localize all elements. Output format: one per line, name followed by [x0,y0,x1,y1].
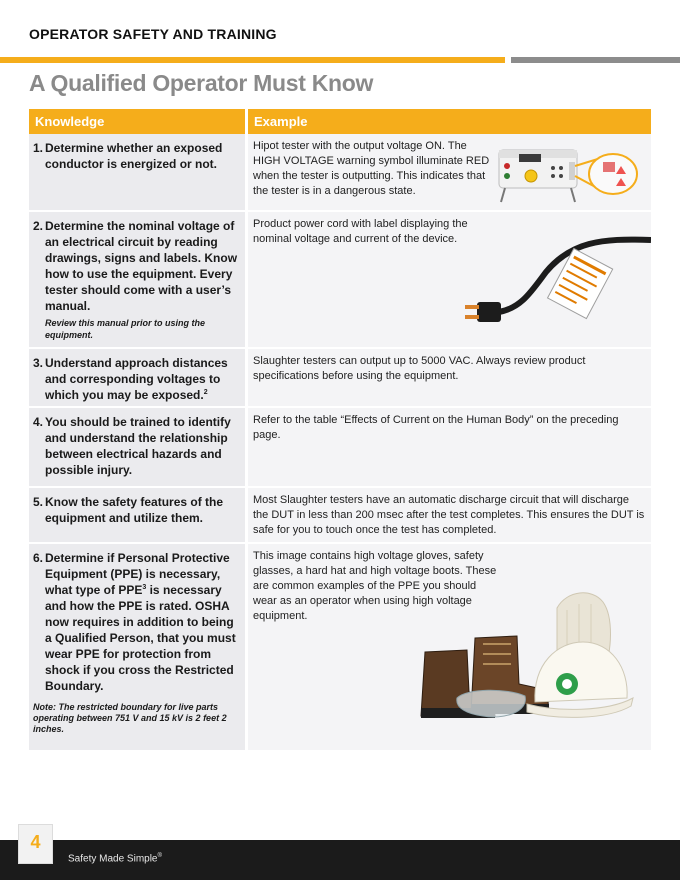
header-rule-gray [511,57,680,63]
power-cord-image [451,232,651,342]
restricted-boundary-note: Note: The restricted boundary for live parts operating between 751 V and 15 kV is 2 feet 2 inches. [33,702,227,734]
knowledge-text: Determine the nominal voltage of an electrical circuit by reading drawings, signs and labels. Know how to use the equipment. Every tester should come with a user’s manual. [45,219,238,313]
column-header-knowledge: Knowledge [29,109,245,134]
example-cell [248,408,651,486]
example-text: Slaughter testers can output up to 5000 VAC. Always review product specifications before using the equipment. [253,355,586,382]
table-row [29,488,651,544]
example-text: Most Slaughter testers have an automatic discharge circuit that will discharge the DUT in less than 200 msec after the test completes. This ensures the DUT is safe for you to touch once the test has completed. [253,494,645,536]
item-number: 5. [33,495,44,509]
hipot-tester-image [491,136,641,208]
item-number: 6. [33,551,44,565]
table-row [29,408,651,488]
knowledge-text-a: Determine if Personal Protective Equipment (PPE) is necessary, what type of PPE [45,551,230,597]
manual-note: Review this manual prior to using the equipment. [45,318,206,340]
table-row [29,544,651,750]
footer-brand [68,853,162,864]
item-number: 4. [33,415,44,429]
example-text: Refer to the table “Effects of Current on the Human Body” on the preceding page. [253,414,619,441]
item-number: 2. [33,219,44,233]
example-text: Product power cord with label displaying the nominal voltage and current of the device. [253,218,468,245]
knowledge-table [29,109,651,750]
item-number: 3. [33,356,44,370]
page-title: A Qualified Operator Must Know [29,70,374,96]
knowledge-cell [29,488,245,542]
knowledge-text: You should be trained to identify and understand the relationship between electrical hazards and possible injury. [45,415,231,477]
column-header-example: Example [248,109,651,134]
example-cell [248,212,651,347]
header-rule-gold [0,57,505,63]
knowledge-cell [29,134,245,210]
knowledge-cell [29,212,245,347]
footnote-ref: 2 [203,389,208,396]
example-cell [248,488,651,542]
knowledge-text: Understand approach distances and corresponding voltages to which you may be exposed. [45,356,228,402]
knowledge-cell [29,544,245,750]
example-text: Hipot tester with the output voltage ON. The HIGH VOLTAGE warning symbol illuminate RED when the tester is outputting. This indicates that the tester is in a dangerous state. [253,140,490,197]
example-cell [248,134,651,210]
registered-mark: ® [157,853,162,859]
page-number: 4 [30,832,41,852]
knowledge-text: Determine whether an exposed conductor is energized or not. [45,141,223,171]
example-cell [248,544,651,750]
table-row [29,134,651,212]
knowledge-cell [29,408,245,486]
example-text: This image contains high voltage gloves, safety glasses, a hard hat and high voltage boots. These are common examples of the PPE you should wear as an operator when using high voltage equipment. [253,550,497,622]
example-cell [248,349,651,406]
footer-brand-text: Safety Made Simple [68,853,158,865]
section-header: OPERATOR SAFETY AND TRAINING [29,26,277,42]
table-header [29,109,651,134]
knowledge-text-b: is necessary and how the PPE is rated. OSHA now requires in addition to being a Qualified Person, that you must wear PPE for protection from shock if you cross the Restricted Boundary. [45,583,236,693]
item-number: 1. [33,141,44,155]
table-row [29,349,651,408]
table-row [29,212,651,349]
knowledge-text: Know the safety features of the equipment and utilize them. [45,495,224,525]
footnote-ref: 3 [142,584,147,591]
knowledge-cell [29,349,245,406]
